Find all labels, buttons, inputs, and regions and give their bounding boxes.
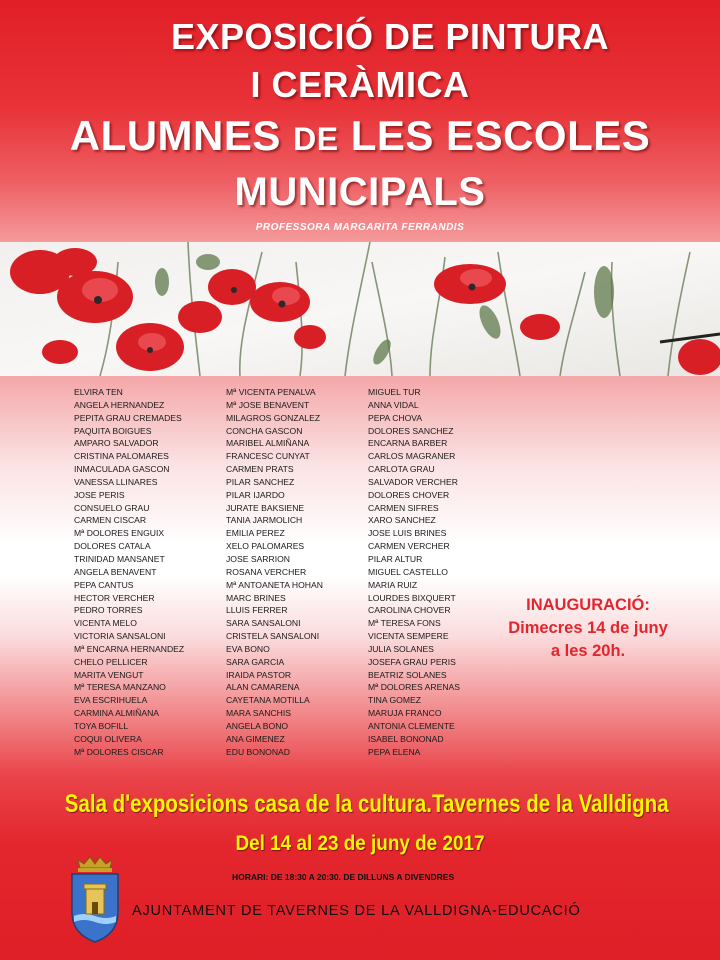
- participant-name: Mª ENCARNA HERNANDEZ: [74, 643, 185, 654]
- participant-name: ALAN CAMARENA: [226, 682, 300, 693]
- participant-name: JOSE LUIS BRINES: [368, 528, 447, 539]
- participant-name: MARIBEL ALMIÑANA: [226, 438, 310, 449]
- participant-name: CARLOTA GRAU: [368, 464, 435, 475]
- title-escoles: LES ESCOLES: [350, 112, 651, 159]
- participant-name: SARA SANSALONI: [226, 618, 301, 629]
- participant-name: CAYETANA MOTILLA: [226, 695, 310, 706]
- participant-name: CONCHA GASCON: [226, 425, 303, 436]
- participant-name: LLUIS FERRER: [226, 605, 288, 616]
- participant-name: Mª VICENTA PENALVA: [226, 387, 316, 397]
- participant-name: AMPARO SALVADOR: [74, 438, 159, 449]
- poppy-watercolor-banner: [0, 242, 720, 376]
- exhibition-dates: Del 14 al 23 de juny de 2017: [235, 832, 485, 855]
- participant-name: Mª TERESA MANZANO: [74, 682, 166, 693]
- participant-name: MARC BRINES: [226, 592, 286, 603]
- participant-name: VICENTA MELO: [74, 618, 137, 629]
- participant-name: MIGUEL TUR: [368, 387, 421, 397]
- participants-column-3: [368, 386, 460, 758]
- participant-name: MILAGROS GONZALEZ: [226, 412, 321, 423]
- participant-name: XARO SANCHEZ: [368, 515, 436, 526]
- title-de: DE: [293, 121, 339, 157]
- participant-name: Mª DOLORES ENGUIX: [74, 528, 165, 539]
- participant-name: VANESSA LLINARES: [74, 476, 158, 487]
- title-alumnes: ALUMNES: [69, 112, 281, 159]
- participant-name: Mª ANTOANETA HOHAN: [226, 579, 323, 590]
- participant-name: ANGELA BENAVENT: [74, 566, 157, 577]
- participant-name: PEPA CHOVA: [368, 412, 423, 423]
- participant-name: MARIA RUIZ: [368, 579, 418, 590]
- participant-name: TANIA JARMOLICH: [226, 515, 303, 526]
- participant-name: CARLOS MAGRANER: [368, 451, 456, 462]
- participant-name: JOSEFA GRAU PERIS: [368, 656, 456, 667]
- participant-name: IRAIDA PASTOR: [226, 669, 292, 680]
- inauguration-block: [488, 594, 688, 663]
- participant-name: ANGELA BONO: [226, 720, 289, 731]
- participant-name: Mª DOLORES CISCAR: [74, 746, 164, 757]
- participant-name: FRANCESC CUNYAT: [226, 451, 310, 462]
- participant-name: TINA GOMEZ: [368, 695, 421, 706]
- participant-name: HECTOR VERCHER: [74, 592, 155, 603]
- participant-name: ANTONIA CLEMENTE: [368, 720, 455, 731]
- participant-name: CARMINA ALMIÑANA: [74, 708, 160, 719]
- venue-text: Sala d'exposicions casa de la cultura.Tavernes de la Valldigna: [64, 790, 669, 818]
- participant-name: PEPA ELENA: [368, 746, 421, 757]
- town-crest-icon: [66, 854, 124, 944]
- participant-name: CARMEN CISCAR: [74, 515, 147, 526]
- participant-name: PEPA CANTUS: [74, 579, 134, 590]
- participant-name: VICENTA SEMPERE: [368, 631, 449, 642]
- participant-name: ANA GIMENEZ: [226, 733, 285, 744]
- inauguration-day: Dimecres 14 de juny: [508, 619, 668, 637]
- participant-name: DOLORES CHOVER: [368, 489, 450, 500]
- participant-name: INMACULADA GASCON: [74, 464, 170, 475]
- participant-name: CAROLINA CHOVER: [368, 605, 451, 616]
- participant-name: CRISTELA SANSALONI: [226, 631, 320, 642]
- participant-name: DOLORES CATALA: [74, 541, 151, 552]
- participant-name: MARITA VENGUT: [74, 669, 144, 680]
- participant-name: SALVADOR VERCHER: [368, 476, 458, 487]
- participant-name: SARA GARCIA: [226, 656, 285, 667]
- participant-name: CONSUELO GRAU: [74, 502, 150, 513]
- participant-name: TRINIDAD MANSANET: [74, 553, 165, 564]
- participant-name: ROSANA VERCHER: [226, 566, 307, 577]
- participant-name: ELVIRA TEN: [74, 387, 123, 397]
- participant-name: CARMEN VERCHER: [368, 541, 450, 552]
- participant-name: EMILIA PEREZ: [226, 528, 285, 539]
- participant-name: JOSE SARRION: [226, 553, 290, 564]
- participant-name: BEATRIZ SOLANES: [368, 669, 447, 680]
- participants-column-2: [226, 386, 323, 758]
- title-line-3: [0, 112, 720, 160]
- participant-name: ISABEL BONONAD: [368, 733, 444, 744]
- organizer-text: AJUNTAMENT DE TAVERNES DE LA VALLDIGNA-EDUCACIÓ: [132, 903, 581, 919]
- participant-name: Mª TERESA FONS: [368, 618, 441, 629]
- participant-name: Mª JOSE BENAVENT: [226, 399, 310, 410]
- participant-name: COQUI OLIVERA: [74, 733, 142, 744]
- participant-name: JOSE PERIS: [74, 489, 125, 500]
- title-line-1: EXPOSICIÓ DE PINTURA: [170, 16, 610, 57]
- participant-name: CARMEN SIFRES: [368, 502, 439, 513]
- participant-name: PEDRO TORRES: [74, 605, 143, 616]
- participant-name: ANGELA HERNANDEZ: [74, 399, 165, 410]
- participant-name: CHELO PELLICER: [74, 656, 148, 667]
- participant-name: PILAR ALTUR: [368, 553, 423, 564]
- inauguration-title: INAUGURACIÓ:: [526, 596, 650, 614]
- participant-name: JURATE BAKSIENE: [226, 502, 305, 513]
- participant-name: XELO PALOMARES: [226, 541, 305, 552]
- participant-name: MARUJA FRANCO: [368, 708, 442, 719]
- participant-name: LOURDES BIXQUERT: [368, 592, 456, 603]
- participant-name: PILAR SANCHEZ: [226, 476, 295, 487]
- participant-name: EVA ESCRIHUELA: [74, 695, 148, 706]
- participant-name: PILAR IJARDO: [226, 489, 285, 500]
- participant-name: ENCARNA BARBER: [368, 438, 448, 449]
- opening-hours: HORARI: DE 18:30 A 20:30. DE DILLUNS A DIVENDRES: [232, 872, 455, 882]
- participant-name: MARA SANCHIS: [226, 708, 291, 719]
- participant-name: Mª DOLORES ARENAS: [368, 682, 461, 693]
- participant-name: PAQUITA BOIGUES: [74, 425, 152, 436]
- participant-name: JULIA SOLANES: [368, 643, 434, 654]
- teacher-credit: PROFESSORA MARGARITA FERRANDIS: [255, 222, 465, 233]
- title-line-4: MUNICIPALS: [234, 170, 486, 214]
- participant-name: CARMEN PRATS: [226, 464, 294, 475]
- inauguration-time: a les 20h.: [550, 642, 626, 660]
- participant-name: TOYA BOFILL: [74, 720, 129, 731]
- participant-name: CRISTINA PALOMARES: [74, 451, 169, 462]
- participant-name: EDU BONONAD: [226, 746, 290, 757]
- participants-column-1: [74, 386, 184, 758]
- title-line-2: I CERÀMICA: [250, 64, 470, 105]
- participant-name: MIGUEL CASTELLO: [368, 566, 448, 577]
- participant-name: ANNA VIDAL: [368, 399, 419, 410]
- participant-name: PEPITA GRAU CREMADES: [74, 412, 182, 423]
- participant-name: EVA BONO: [226, 643, 270, 654]
- participant-name: VICTORIA SANSALONI: [74, 631, 166, 642]
- participant-name: DOLORES SANCHEZ: [368, 425, 454, 436]
